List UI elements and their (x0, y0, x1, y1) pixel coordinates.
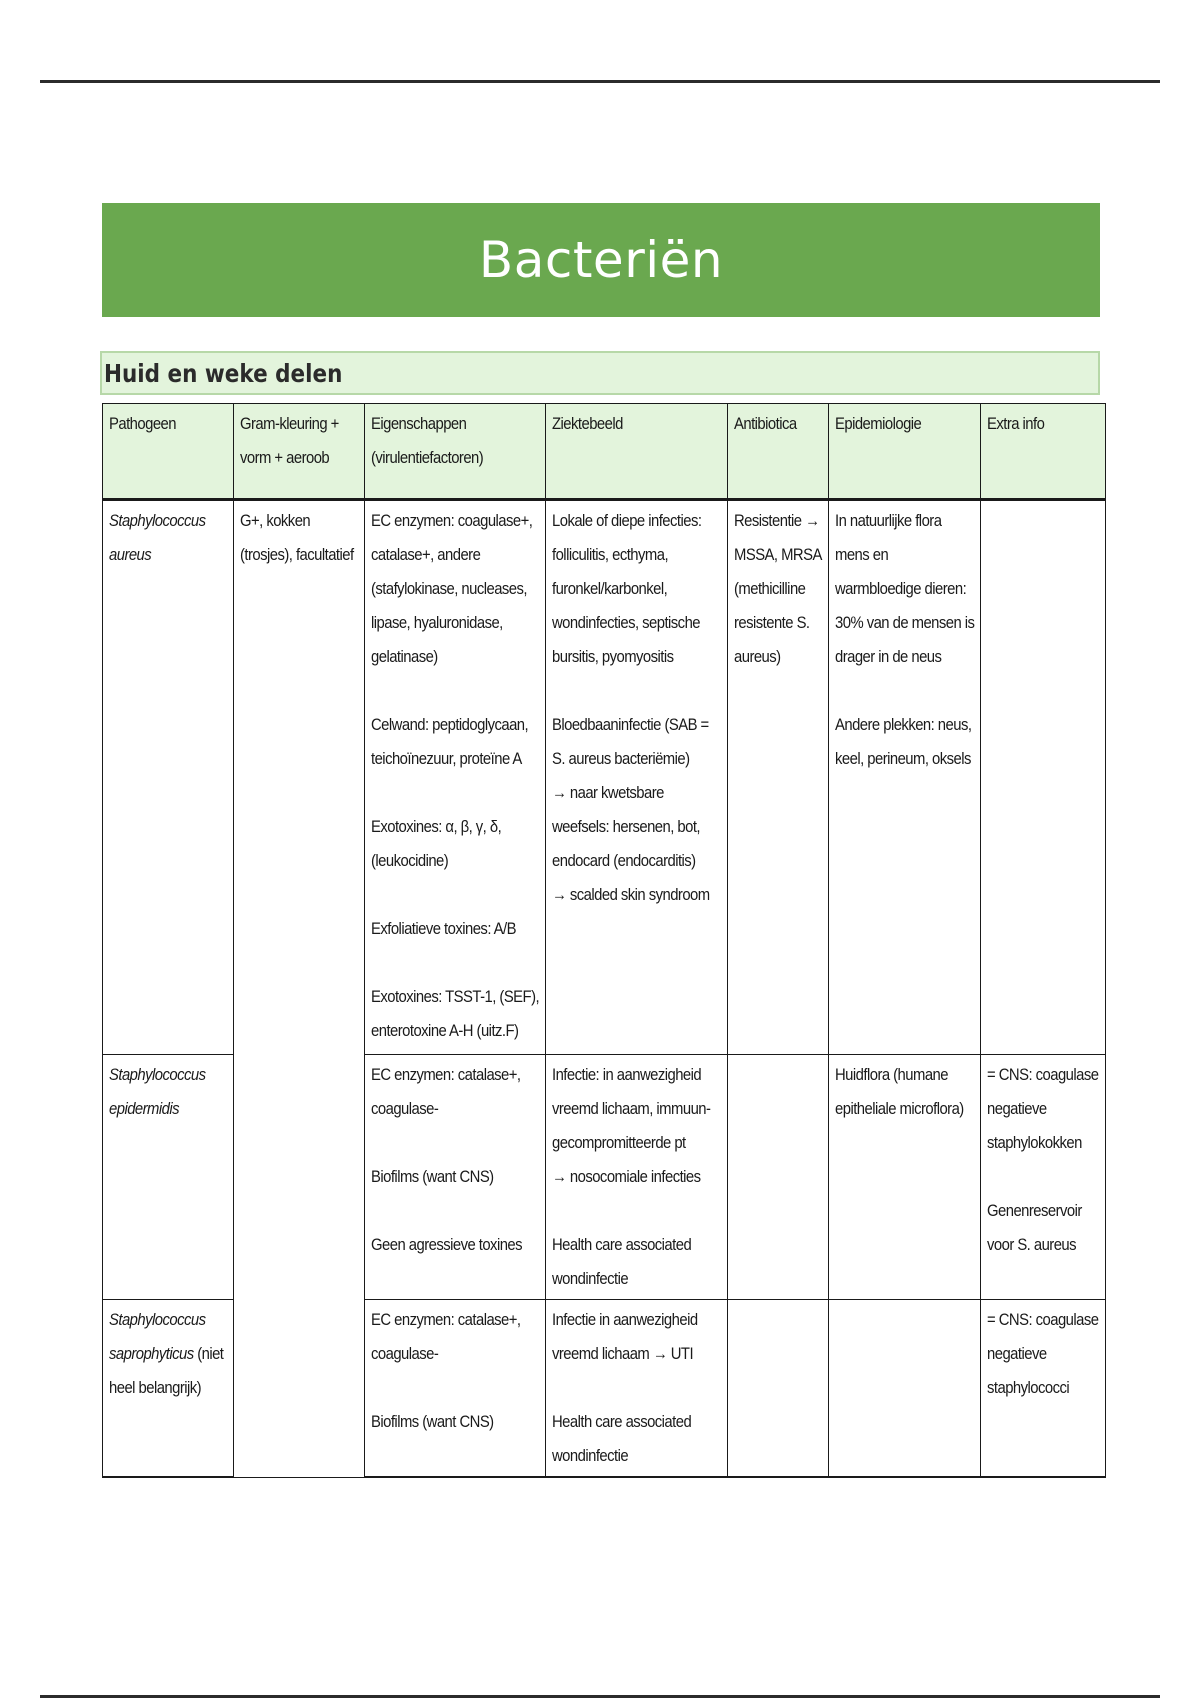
column-header-pathogen: Pathogeen (103, 404, 234, 500)
section-heading (100, 351, 1100, 395)
properties-cell: EC enzymen: catalase+, coagulase- Biofilms (want CNS) (365, 1300, 546, 1478)
title-banner (102, 203, 1100, 317)
pathogen-genus: Staphylococcus (109, 512, 206, 530)
column-header-disease: Ziektebeeld (546, 404, 728, 500)
table-row (103, 500, 1106, 1055)
extra-info-cell: = CNS: coagulase negatieve staphylococci (981, 1300, 1106, 1478)
bacteria-table (102, 403, 1106, 1478)
extra-info-cell: = CNS: coagulase negatieve staphylokokken Genenreservoir voor S. aureus (981, 1055, 1106, 1300)
column-header-epidemiology: Epidemiologie (829, 404, 981, 500)
bottom-rule (40, 1695, 1160, 1698)
pathogen-cell (103, 500, 234, 1055)
pathogen-genus: Staphylococcus (109, 1066, 206, 1084)
pathogen-cell (103, 1055, 234, 1300)
properties-cell: EC enzymen: catalase+, coagulase- Biofilms (want CNS) Geen agressieve toxines (365, 1055, 546, 1300)
pathogen-genus: Staphylococcus (109, 1311, 206, 1329)
table-header-row (103, 404, 1106, 500)
extra-info-cell (981, 500, 1106, 1055)
disease-cell: Infectie: in aanwezigheid vreemd lichaam, immuun-gecompromitteerde pt → nosocomiale infecties Health care associated wondinfectie (546, 1055, 728, 1300)
epidemiology-cell (829, 1300, 981, 1478)
epidemiology-cell: Huidflora (humane epitheliale microflora) (829, 1055, 981, 1300)
pathogen-note: (niet heel belangrijk) (109, 1345, 224, 1397)
pathogen-species: aureus (109, 546, 152, 564)
disease-cell: Lokale of diepe infecties: folliculitis, ecthyma, furonkel/karbonkel, wondinfecties, septische bursitis, pyomyositis Bloedbaaninfectie (SAB = S. aureus bacteriëmie) → naar kwetsbare weefsels: hersenen, bot, endocard (endocarditis) → scalded skin syndroom (546, 500, 728, 1055)
epidemiology-cell: In natuurlijke flora mens en warmbloedige dieren: 30% van de mensen is drager in de neus Andere plekken: neus, keel, perineum, oksels (829, 500, 981, 1055)
antibiotics-cell: Resistentie → MSSA, MRSA (methicilline resistente S. aureus) (728, 500, 829, 1055)
antibiotics-cell (728, 1055, 829, 1300)
section-heading-text: Huid en weke delen (104, 358, 343, 388)
column-header-antibiotics: Antibiotica (728, 404, 829, 500)
gram-cell: G+, kokken (trosjes), facultatief (234, 500, 365, 1478)
column-header-properties: Eigenschappen (virulentiefactoren) (365, 404, 546, 500)
properties-cell: EC enzymen: coagulase+, catalase+, andere (stafylokinase, nucleases, lipase, hyaluronidase, gelatinase) Celwand: peptidoglycaan, teichoïnezuur, proteïne A Exotoxines: α, β, γ, δ, (leukocidine) Exfoliatieve toxines: A/B Exotoxines: TSST-1, (SEF), enterotoxine A-H (uitz.F) (365, 500, 546, 1055)
pathogen-species: epidermidis (109, 1100, 180, 1118)
column-header-gram: Gram-kleuring + vorm + aeroob (234, 404, 365, 500)
disease-cell: Infectie in aanwezigheid vreemd lichaam → UTI Health care associated wondinfectie (546, 1300, 728, 1478)
antibiotics-cell (728, 1300, 829, 1478)
column-header-extra-info: Extra info (981, 404, 1106, 500)
pathogen-cell (103, 1300, 234, 1478)
top-rule (40, 80, 1160, 83)
page-title: Bacteriën (478, 231, 724, 289)
pathogen-species: saprophyticus (109, 1345, 194, 1363)
